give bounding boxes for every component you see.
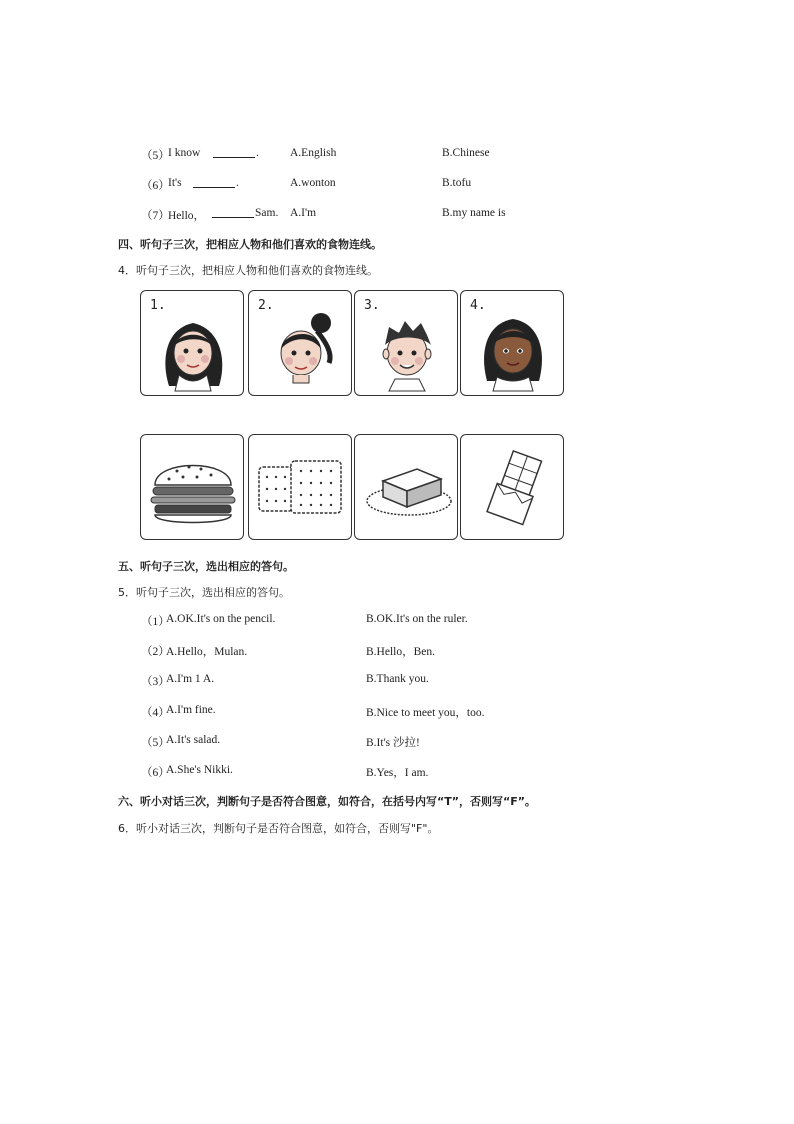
answer-blank[interactable] [193, 177, 235, 188]
option-b[interactable]: B.It's 沙拉! [366, 737, 420, 749]
crackers-icon [249, 435, 353, 541]
girl-dark-icon [461, 291, 565, 397]
question-4-title: 4．听句子三次，把相应人物和他们喜欢的食物连线。 [118, 264, 378, 277]
option-b[interactable]: B.Nice to meet you，too. [366, 707, 485, 719]
row-number: （2） [141, 646, 170, 658]
row-text-post: Sam. [255, 207, 279, 219]
question-6-title: 6．听小对话三次，判断句子是否符合图意，如符合，否则写"F"。 [118, 822, 439, 835]
option-b[interactable]: B.Hello，Ben. [366, 646, 435, 658]
girl-long-hair-icon [141, 291, 245, 397]
person-card-1[interactable] [140, 290, 244, 396]
option-a[interactable]: A.OK.It's on the pencil. [166, 613, 276, 625]
option-a[interactable]: A.I'm fine. [166, 704, 216, 716]
option-b: B.Chinese [442, 147, 490, 159]
row-number: （5） [141, 737, 170, 749]
row-number: （7） [141, 210, 170, 222]
option-a[interactable]: A.It's salad. [166, 734, 221, 746]
row-number: （6） [141, 180, 170, 192]
row-text: Hello， [168, 210, 206, 222]
row-text: I know [168, 147, 201, 159]
food-card-4[interactable] [460, 434, 564, 540]
option-a[interactable]: A.Hello，Mulan. [166, 646, 248, 658]
tofu-icon [355, 435, 459, 541]
hamburger-icon [141, 435, 245, 541]
option-a: A.I'm [290, 207, 317, 219]
row-number: （6） [141, 767, 170, 779]
option-b[interactable]: B.Thank you. [366, 673, 429, 685]
food-card-3[interactable] [354, 434, 458, 540]
answer-blank[interactable] [213, 147, 255, 158]
boy-icon [355, 291, 459, 397]
row-text-post: . [256, 147, 259, 159]
row-number: （4） [141, 707, 170, 719]
answer-blank[interactable] [212, 207, 254, 218]
row-text-post: . [236, 177, 239, 189]
person-card-2[interactable] [248, 290, 352, 396]
person-card-3[interactable] [354, 290, 458, 396]
option-a: A.English [290, 147, 337, 159]
row-number: （1） [141, 616, 170, 628]
section-5-heading: 五、听句子三次，选出相应的答句。 [118, 560, 294, 573]
food-card-1[interactable] [140, 434, 244, 540]
person-label: 3. [364, 298, 380, 313]
section-4-heading: 四、听句子三次，把相应人物和他们喜欢的食物连线。 [118, 238, 382, 251]
option-a[interactable]: A.She's Nikki. [166, 764, 233, 776]
option-b: B.my name is [442, 207, 506, 219]
row-text: It's [168, 177, 182, 189]
girl-bun-icon [249, 291, 353, 397]
option-a[interactable]: A.I'm 1 A. [166, 673, 215, 685]
section-6-heading: 六、听小对话三次，判断句子是否符合图意，如符合，在括号内写“T”，否则写“F”。 [118, 795, 536, 808]
question-5-title: 5．听句子三次，选出相应的答句。 [118, 586, 290, 599]
food-card-2[interactable] [248, 434, 352, 540]
option-a: A.wonton [290, 177, 336, 189]
person-label: 1. [150, 298, 166, 313]
row-number: （5） [141, 150, 170, 162]
option-b[interactable]: B.Yes，I am. [366, 767, 429, 779]
person-card-4[interactable] [460, 290, 564, 396]
person-label: 2. [258, 298, 274, 313]
option-b[interactable]: B.OK.It's on the ruler. [366, 613, 468, 625]
person-label: 4. [470, 298, 486, 313]
chocolate-icon [461, 435, 565, 541]
row-number: （3） [141, 676, 170, 688]
option-b: B.tofu [442, 177, 472, 189]
